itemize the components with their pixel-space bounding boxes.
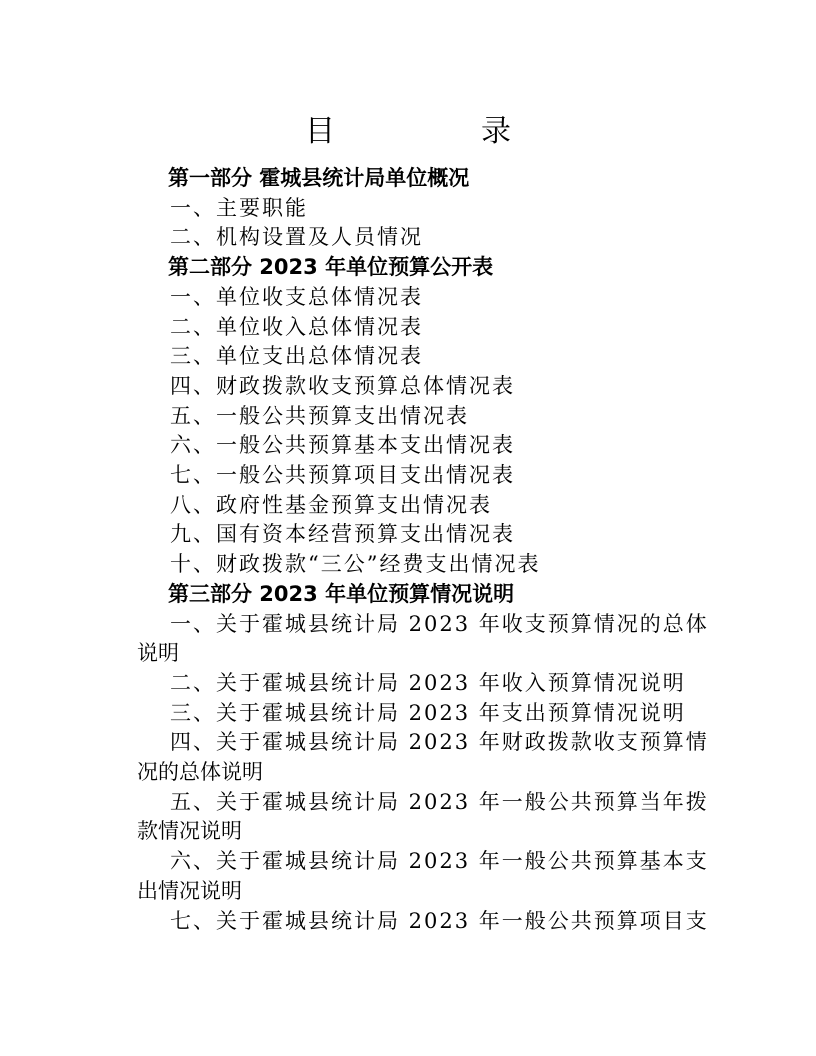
toc-item: 一、主要职能 [170, 195, 308, 220]
toc-item-first-line: 三、关于霍城县统计局 2023 年支出预算情况说明 [170, 700, 686, 725]
toc-item-first-line: 四、关于霍城县统计局 2023 年财政拨款收支预算情 [170, 730, 709, 755]
toc-item-continuation: 款情况说明 [137, 819, 242, 844]
toc-item-continuation: 说明 [137, 641, 179, 666]
part-one-heading: 第一部分 霍城县统计局单位概况 [168, 166, 470, 190]
toc-item: 四、财政拨款收支预算总体情况表 [170, 373, 515, 398]
page-title: 目 录 [305, 114, 569, 149]
toc-item: 二、单位收入总体情况表 [170, 314, 423, 339]
toc-item: 十、财政拨款“三公”经费支出情况表 [170, 552, 541, 577]
toc-item: 二、机构设置及人员情况 [170, 225, 423, 250]
toc-item: 五、一般公共预算支出情况表 [170, 403, 469, 428]
toc-item-continuation: 况的总体说明 [137, 760, 263, 785]
toc-item-continuation: 出情况说明 [137, 878, 242, 903]
toc-item: 一、单位收支总体情况表 [170, 284, 423, 309]
toc-item: 九、国有资本经营预算支出情况表 [170, 522, 515, 547]
part-three-heading: 第三部分 2023 年单位预算情况说明 [168, 581, 515, 606]
toc-item: 三、单位支出总体情况表 [170, 344, 423, 369]
toc-item-first-line: 六、关于霍城县统计局 2023 年一般公共预算基本支 [170, 849, 709, 874]
toc-item-first-line: 五、关于霍城县统计局 2023 年一般公共预算当年拨 [170, 789, 709, 814]
toc-item: 八、政府性基金预算支出情况表 [170, 492, 492, 517]
part-two-heading: 第二部分 2023 年单位预算公开表 [168, 255, 494, 280]
table-of-contents [137, 164, 709, 936]
toc-item: 六、一般公共预算基本支出情况表 [170, 433, 515, 458]
toc-item-first-line: 一、关于霍城县统计局 2023 年收支预算情况的总体 [170, 611, 709, 636]
toc-item-first-line: 二、关于霍城县统计局 2023 年收入预算情况说明 [170, 670, 686, 695]
toc-item-first-line: 七、关于霍城县统计局 2023 年一般公共预算项目支 [170, 908, 709, 933]
toc-item: 七、一般公共预算项目支出情况表 [170, 463, 515, 488]
